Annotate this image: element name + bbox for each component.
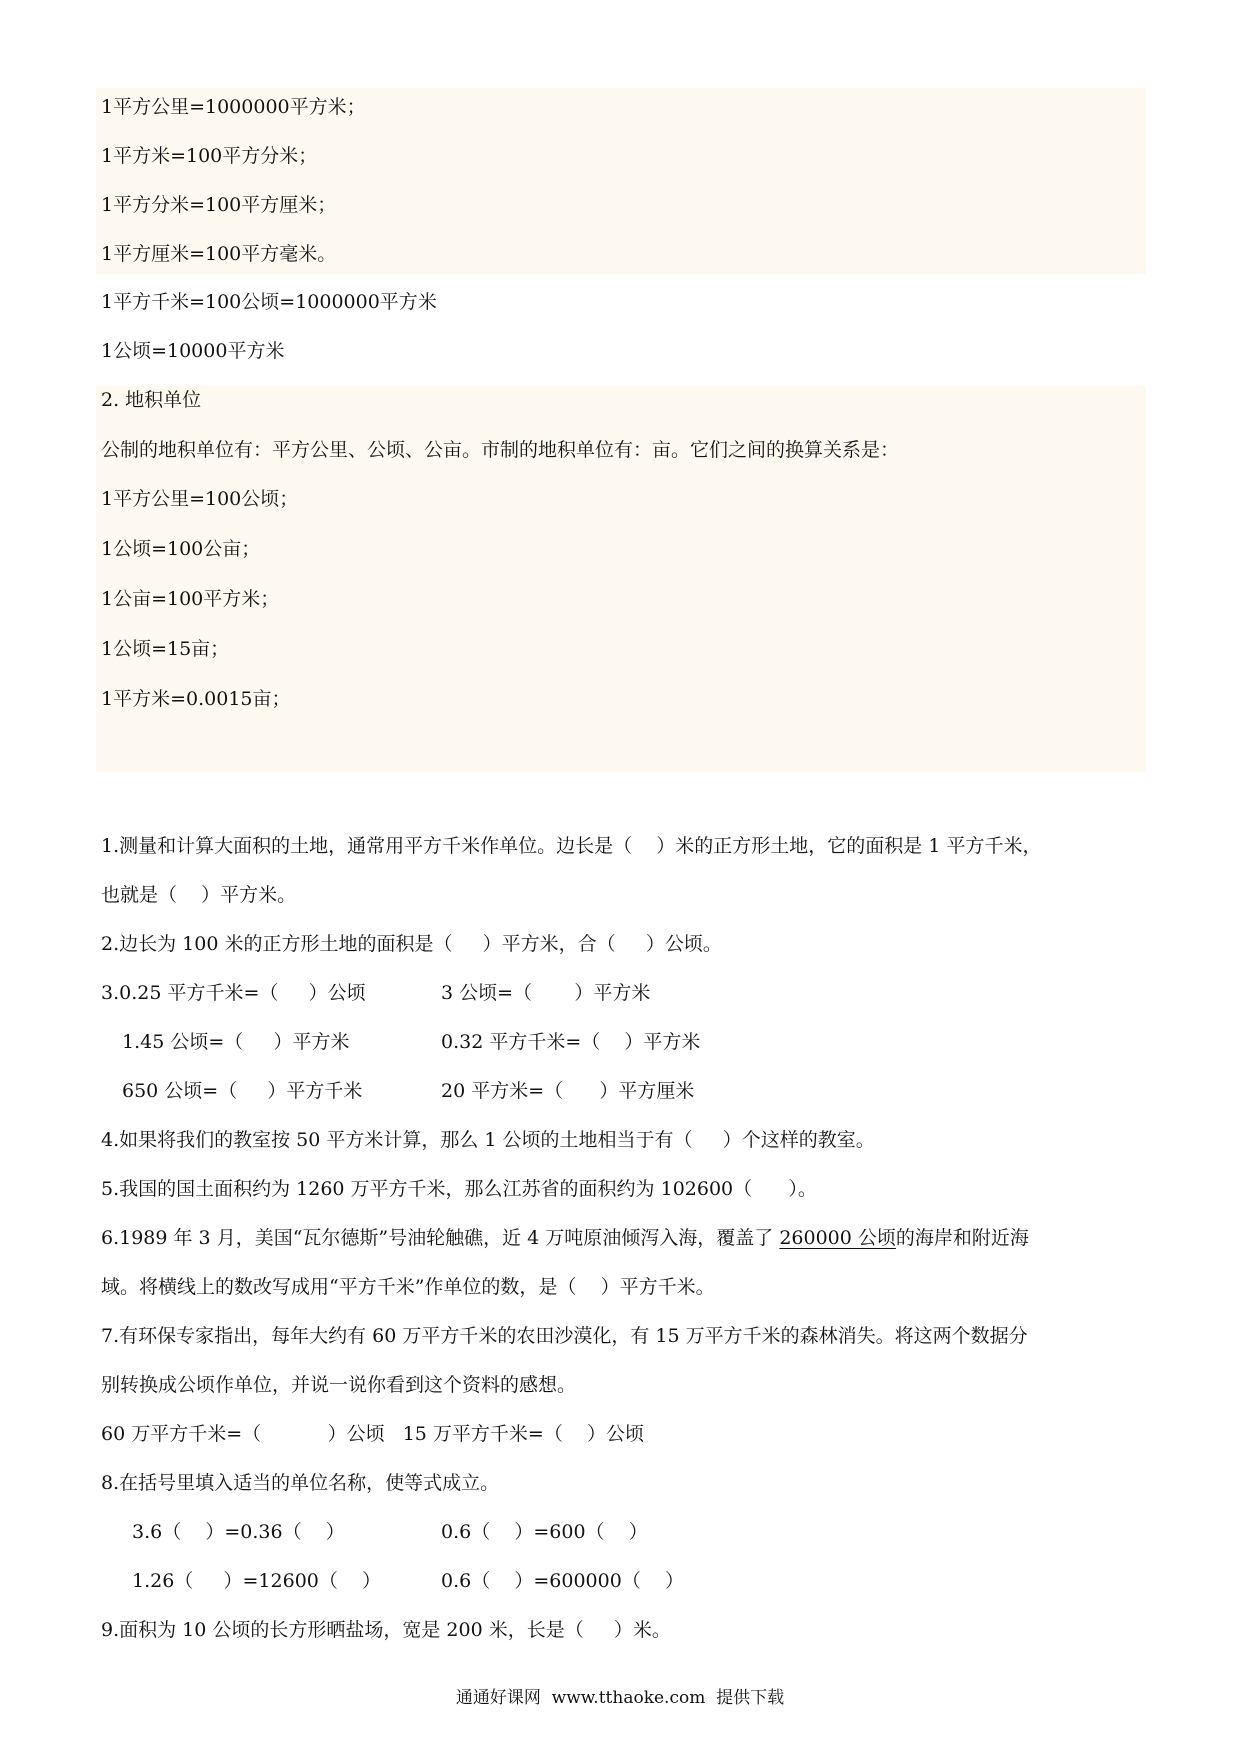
question-3-item: 3 公顷=（ ）平方米: [441, 982, 651, 1004]
question-1-line-1: 1.测量和计算大面积的土地，通常用平方千米作单位。边长是（ ）米的正方形土地，它的面积是 1 平方千米，: [101, 835, 1042, 857]
conversion-line: 1平方千米=100公顷=1000000平方米: [101, 291, 437, 313]
conversion-line: 1平方公里=1000000平方米；: [101, 96, 366, 118]
land-unit-line: 1平方公里=100公顷；: [101, 488, 299, 510]
question-6-text: 的海岸和附近海: [895, 1227, 1029, 1249]
land-unit-line: 1公顷=100公亩；: [101, 538, 261, 560]
question-8: 8.在括号里填入适当的单位名称，使等式成立。: [101, 1472, 500, 1494]
question-3-item: 3.0.25 平方千米=（ ）公顷: [101, 982, 366, 1004]
question-7-line-3: 60 万平方千米=（ ）公顷 15 万平方千米=（ ）公顷: [101, 1423, 644, 1445]
conversion-line: 1公顷=10000平方米: [101, 340, 285, 362]
section-intro: 公制的地积单位有：平方公里、公顷、公亩。市制的地积单位有：亩。它们之间的换算关系是：: [101, 439, 900, 461]
conversion-line: 1平方厘米=100平方毫米。: [101, 243, 337, 265]
question-7-line-1: 7.有环保专家指出，每年大约有 60 万平方千米的农田沙漠化，有 15 万平方千米的森林消失。将这两个数据分: [101, 1325, 1028, 1347]
question-6-text: 6.1989 年 3 月，美国“瓦尔德斯”号油轮触礁，近 4 万吨原油倾泻入海，覆盖了: [101, 1227, 780, 1249]
question-5: 5.我国的国土面积约为 1260 万平方千米，那么江苏省的面积约为 102600（ ）。: [101, 1178, 817, 1200]
question-9: 9.面积为 10 公顷的长方形晒盐场，宽是 200 米，长是（ ）米。: [101, 1619, 671, 1641]
land-unit-line: 1公顷=15亩；: [101, 638, 230, 660]
page-footer: 通通好课网 www.tthaoke.com 提供下载: [455, 1688, 785, 1708]
question-1-line-2: 也就是（ ）平方米。: [101, 884, 297, 906]
question-8-item: 0.6（ ）=600（ ）: [441, 1521, 648, 1543]
underlined-number: 260000 公顷: [779, 1227, 896, 1249]
question-7-line-2: 别转换成公顷作单位，并说一说你看到这个资料的感想。: [101, 1374, 577, 1396]
conversion-line: 1平方分米=100平方厘米；: [101, 194, 337, 216]
question-3-item: 1.45 公顷=（ ）平方米: [122, 1031, 350, 1053]
question-3-item: 20 平方米=（ ）平方厘米: [441, 1080, 695, 1102]
question-8-item: 3.6（ ）=0.36（ ）: [132, 1521, 345, 1543]
land-unit-line: 1平方米=0.0015亩；: [101, 688, 291, 710]
question-6-line-2: 域。将横线上的数改写成用“平方千米”作单位的数，是（ ）平方千米。: [101, 1276, 715, 1298]
question-2: 2.边长为 100 米的正方形土地的面积是（ ）平方米，合（ ）公顷。: [101, 933, 722, 955]
question-6-line-1: [101, 1229, 1029, 1248]
question-3-item: 0.32 平方千米=（ ）平方米: [441, 1031, 701, 1053]
conversion-line: 1平方米=100平方分米；: [101, 145, 318, 167]
question-3-item: 650 公顷=（ ）平方千米: [122, 1080, 363, 1102]
question-8-item: 0.6（ ）=600000（ ）: [441, 1570, 684, 1592]
land-unit-line: 1公亩=100平方米；: [101, 588, 280, 610]
section-heading: 2. 地积单位: [101, 389, 202, 411]
question-4: 4.如果将我们的教室按 50 平方米计算，那么 1 公顷的土地相当于有（ ）个这样的教室。: [101, 1129, 875, 1151]
question-8-item: 1.26（ ）=12600（ ）: [132, 1570, 382, 1592]
